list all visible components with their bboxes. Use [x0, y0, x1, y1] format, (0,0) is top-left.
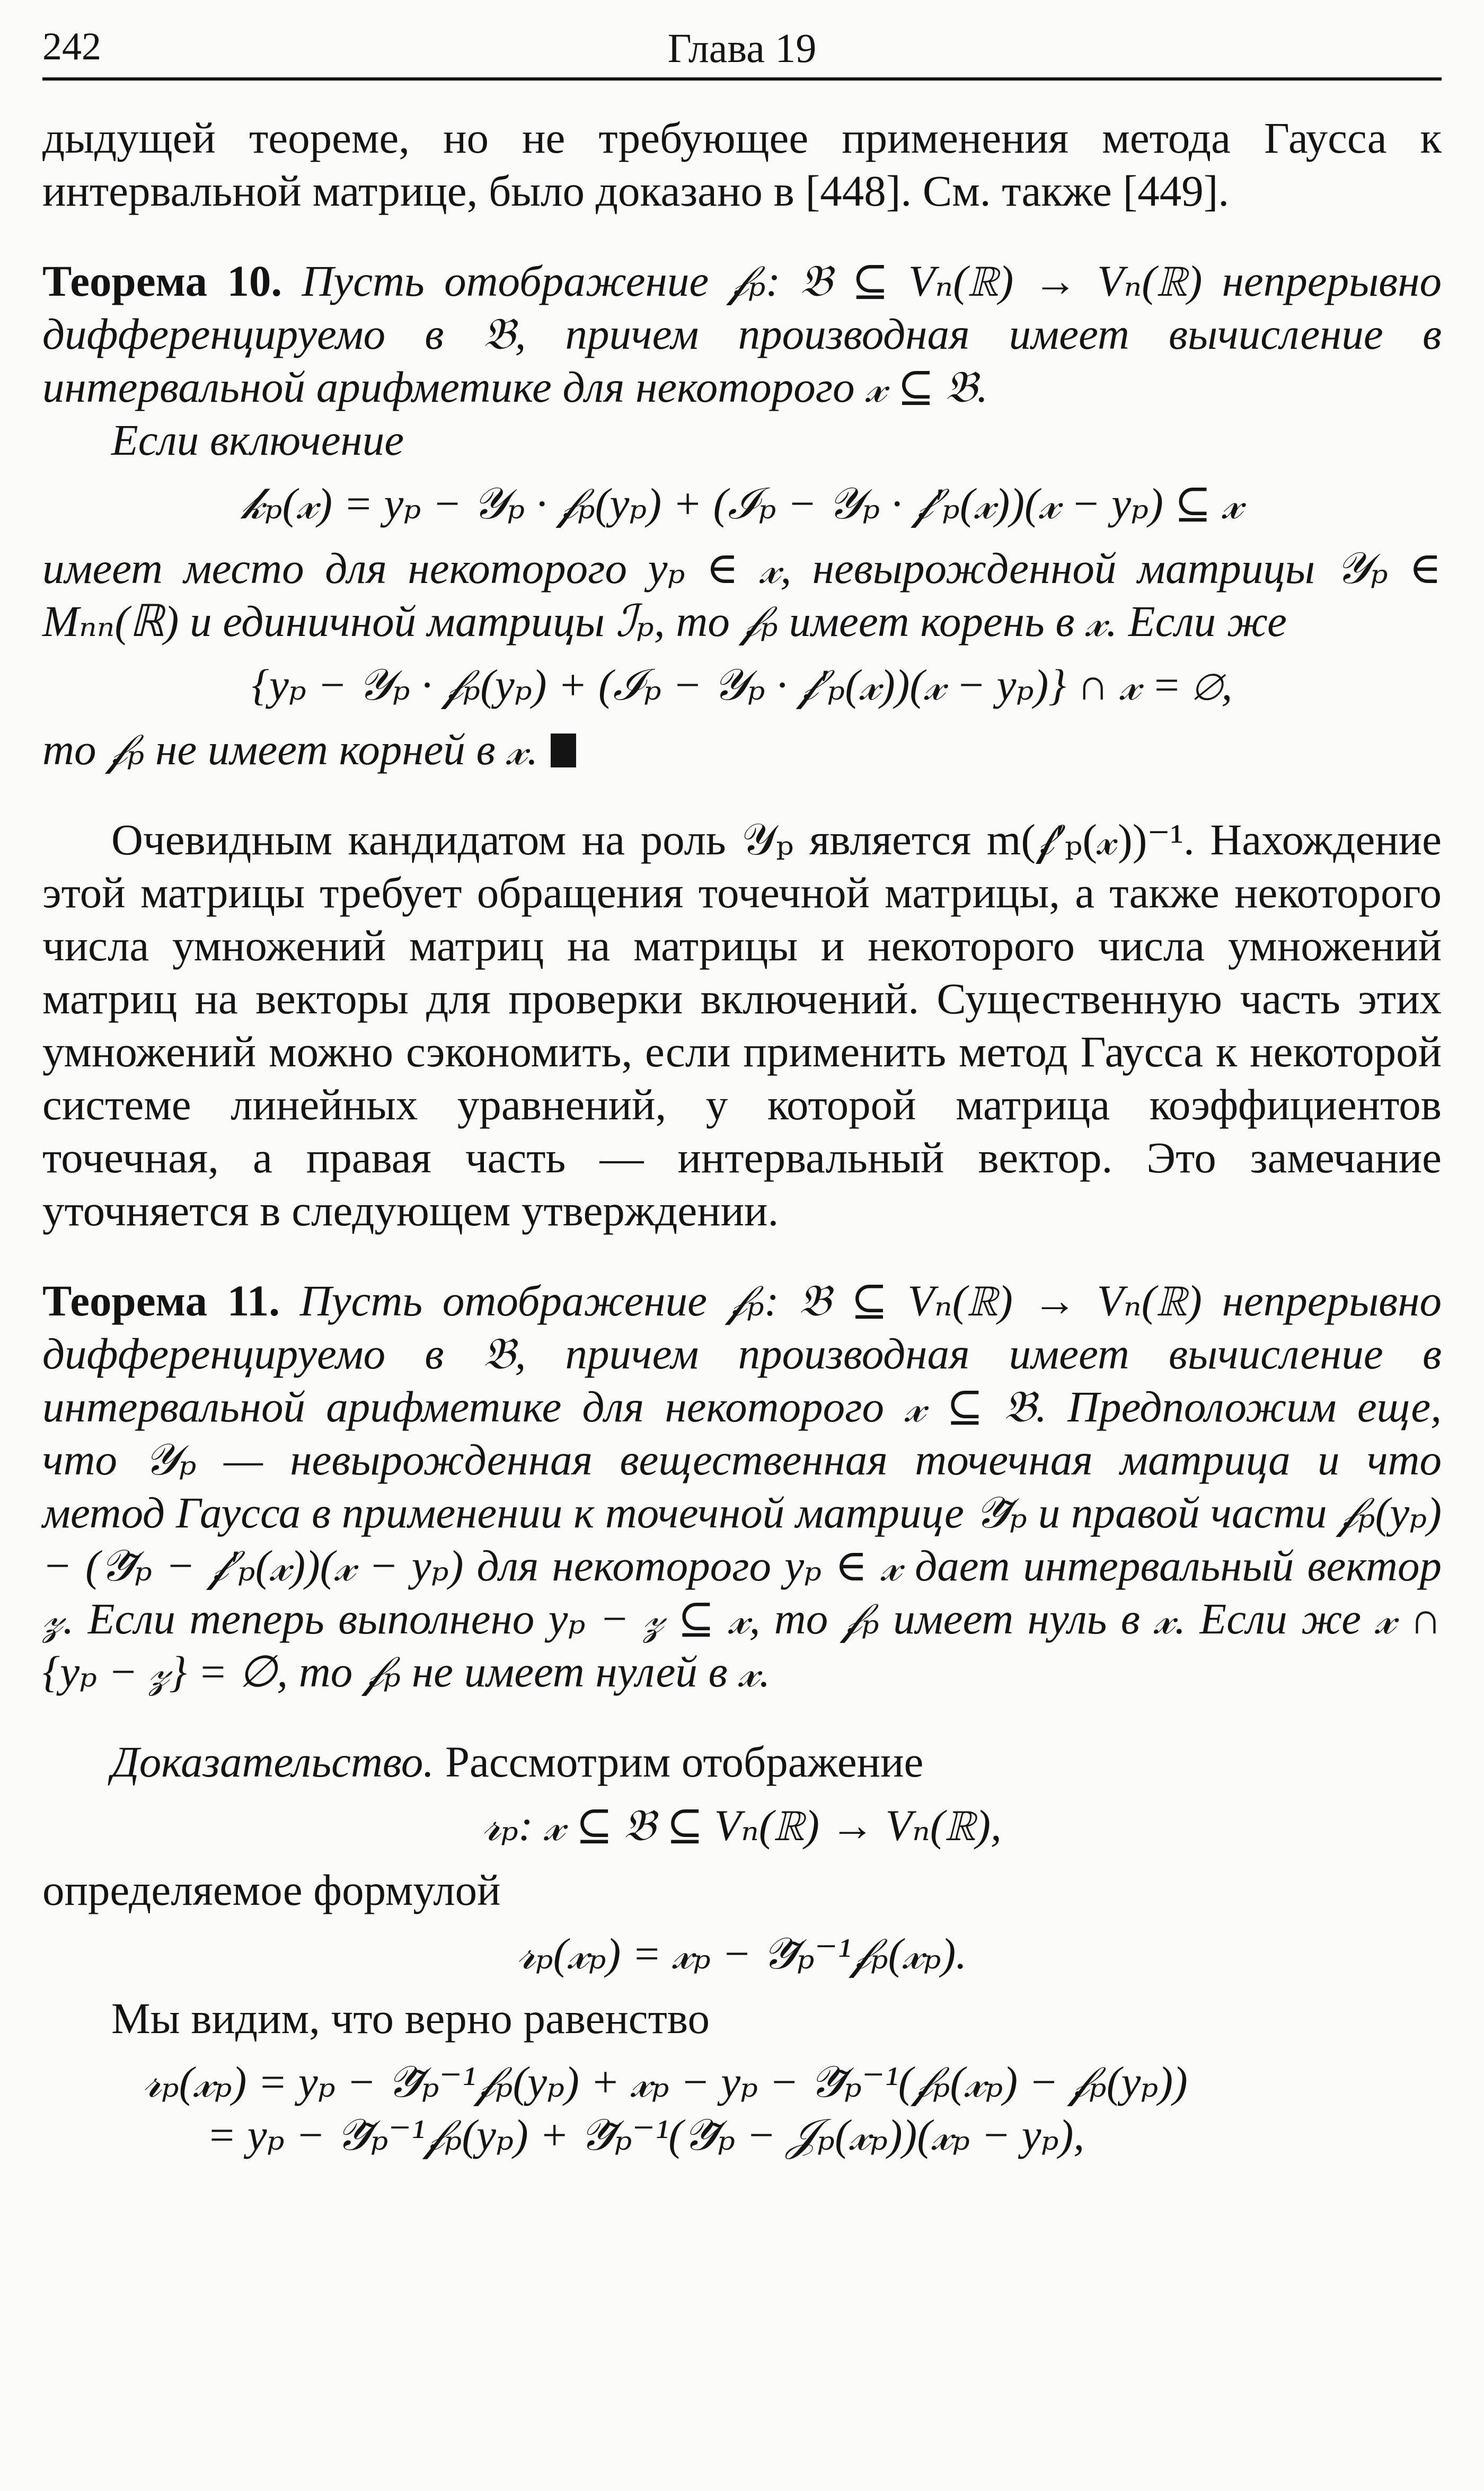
theorem-11-statement: Пусть отображение 𝒻ₚ: 𝔅 ⊆ Vₙ(ℝ) → Vₙ(ℝ) непрерывно дифференцируемо в 𝔅, причем производная имеет вычисление в интервальной арифметике для некоторого 𝓍 ⊆ 𝔅. Предположим еще, что 𝒴ₚ — невырожденная вещественная точечная матрица и что метод Гаусса в применении к точечной матрице 𝒴̃ₚ и правой части 𝒻ₚ(yₚ) − (𝒴̃ₚ − 𝒻′ₚ(𝓍))(𝓍 − yₚ) для некоторого yₚ ∈ 𝓍 дает интервальный вектор 𝓏. Если теперь выполнено yₚ − 𝓏 ⊆ 𝓍, то 𝒻ₚ имеет нуль в 𝓍. Если же 𝓍 ∩ {yₚ − 𝓏} = ∅, то 𝒻ₚ не имеет нулей в 𝓍. — [42, 1276, 1442, 1696]
theorem-10-conclusion: то 𝒻ₚ не имеет корней в 𝓍. — [42, 725, 538, 774]
page-number: 242 — [42, 25, 101, 68]
theorem-10 — [42, 254, 1442, 413]
formula-mapping: 𝓇ₚ: 𝓍 ⊆ 𝔅 ⊆ Vₙ(ℝ) → Vₙ(ℝ), — [482, 1801, 1002, 1850]
theorem-10-holds: имеет место для некоторого yₚ ∈ 𝓍, невырожденной матрицы 𝒴ₚ ∈ Mₙₙ(ℝ) и единичной матрицы ℐₚ, то 𝒻ₚ имеет корень в 𝓍. Если же — [42, 544, 1442, 646]
proof-label: Доказательство. — [111, 1737, 435, 1786]
formula-inclusion: 𝓀ₚ(𝓍) = yₚ − 𝒴ₚ · 𝒻ₚ(yₚ) + (ℐₚ − 𝒴ₚ · 𝒻′ₚ(𝓍))(𝓍 − yₚ) ⊆ 𝓍 — [241, 479, 1243, 528]
proof-text-2: определяемое формулой — [42, 1866, 501, 1914]
theorem-10-statement: Пусть отображение 𝒻ₚ: 𝔅 ⊆ Vₙ(ℝ) → Vₙ(ℝ) непрерывно дифференцируемо в 𝔅, причем производная имеет вычисление в интервальной арифметике для некоторого 𝓍 ⊆ 𝔅. — [42, 257, 1442, 411]
theorem-11 — [42, 1274, 1442, 1698]
theorem-11-heading: Теорема 11. — [42, 1276, 280, 1325]
formula-equality — [42, 2055, 1442, 2161]
formula-disjoint: {yₚ − 𝒴ₚ · 𝒻ₚ(yₚ) + (ℐₚ − 𝒴ₚ · 𝒻′ₚ(𝓍))(𝓍 − yₚ)} ∩ 𝓍 = ∅, — [251, 660, 1233, 709]
end-of-proof-mark — [551, 734, 576, 767]
formula-equality-line-2: = yₚ − 𝒴̃ₚ⁻¹𝒻ₚ(yₚ) + 𝒴̃ₚ⁻¹(𝒴̃ₚ − 𝒥ₚ(𝓍ₚ))(𝓍ₚ − yₚ), — [207, 2110, 1085, 2159]
chapter-title: Глава 19 — [667, 25, 817, 71]
formula-equality-line-1: 𝓇ₚ(𝓍ₚ) = yₚ − 𝒴̃ₚ⁻¹𝒻ₚ(yₚ) + 𝓍ₚ − yₚ − 𝒴̃ₚ⁻¹(𝒻ₚ(𝓍ₚ) − 𝒻ₚ(yₚ)) — [143, 2057, 1188, 2106]
proof-text-1: Рассмотрим отображение — [445, 1737, 924, 1786]
theorem-10-if-inclusion: Если включение — [111, 416, 404, 464]
running-header — [42, 19, 1442, 81]
theorem-10-heading: Теорема 10. — [42, 257, 282, 305]
page-body — [42, 111, 1442, 2173]
discussion-paragraph: Очевидным кандидатом на роль 𝒴ₚ является m(𝒻′ₚ(𝓍))⁻¹. Нахождение этой матрицы требует обращения точечной матрицы, а также некоторого числа умножений матриц на матрицы и некоторого числа умножений матриц на векторы для проверки включений. Существенную часть этих умножений можно сэкономить, если применить метод Гаусса к некоторой системе линейных уравнений, у которой матрица коэффициентов точечная, а правая часть — интервальный вектор. Это замечание уточняется в следующем утверждении. — [42, 815, 1442, 1235]
proof-text-3: Мы видим, что верно равенство — [111, 1994, 710, 2043]
proof-intro — [42, 1735, 1442, 1788]
intro-paragraph: дыдущей теореме, но не требующее применения метода Гаусса к интервальной матрице, было доказано в [448]. См. также [449]. — [42, 113, 1442, 215]
formula-definition: 𝓇ₚ(𝓍ₚ) = 𝓍ₚ − 𝒴̃ₚ⁻¹𝒻ₚ(𝓍ₚ). — [517, 1929, 967, 1978]
theorem-10-conclusion-line — [42, 723, 1442, 776]
